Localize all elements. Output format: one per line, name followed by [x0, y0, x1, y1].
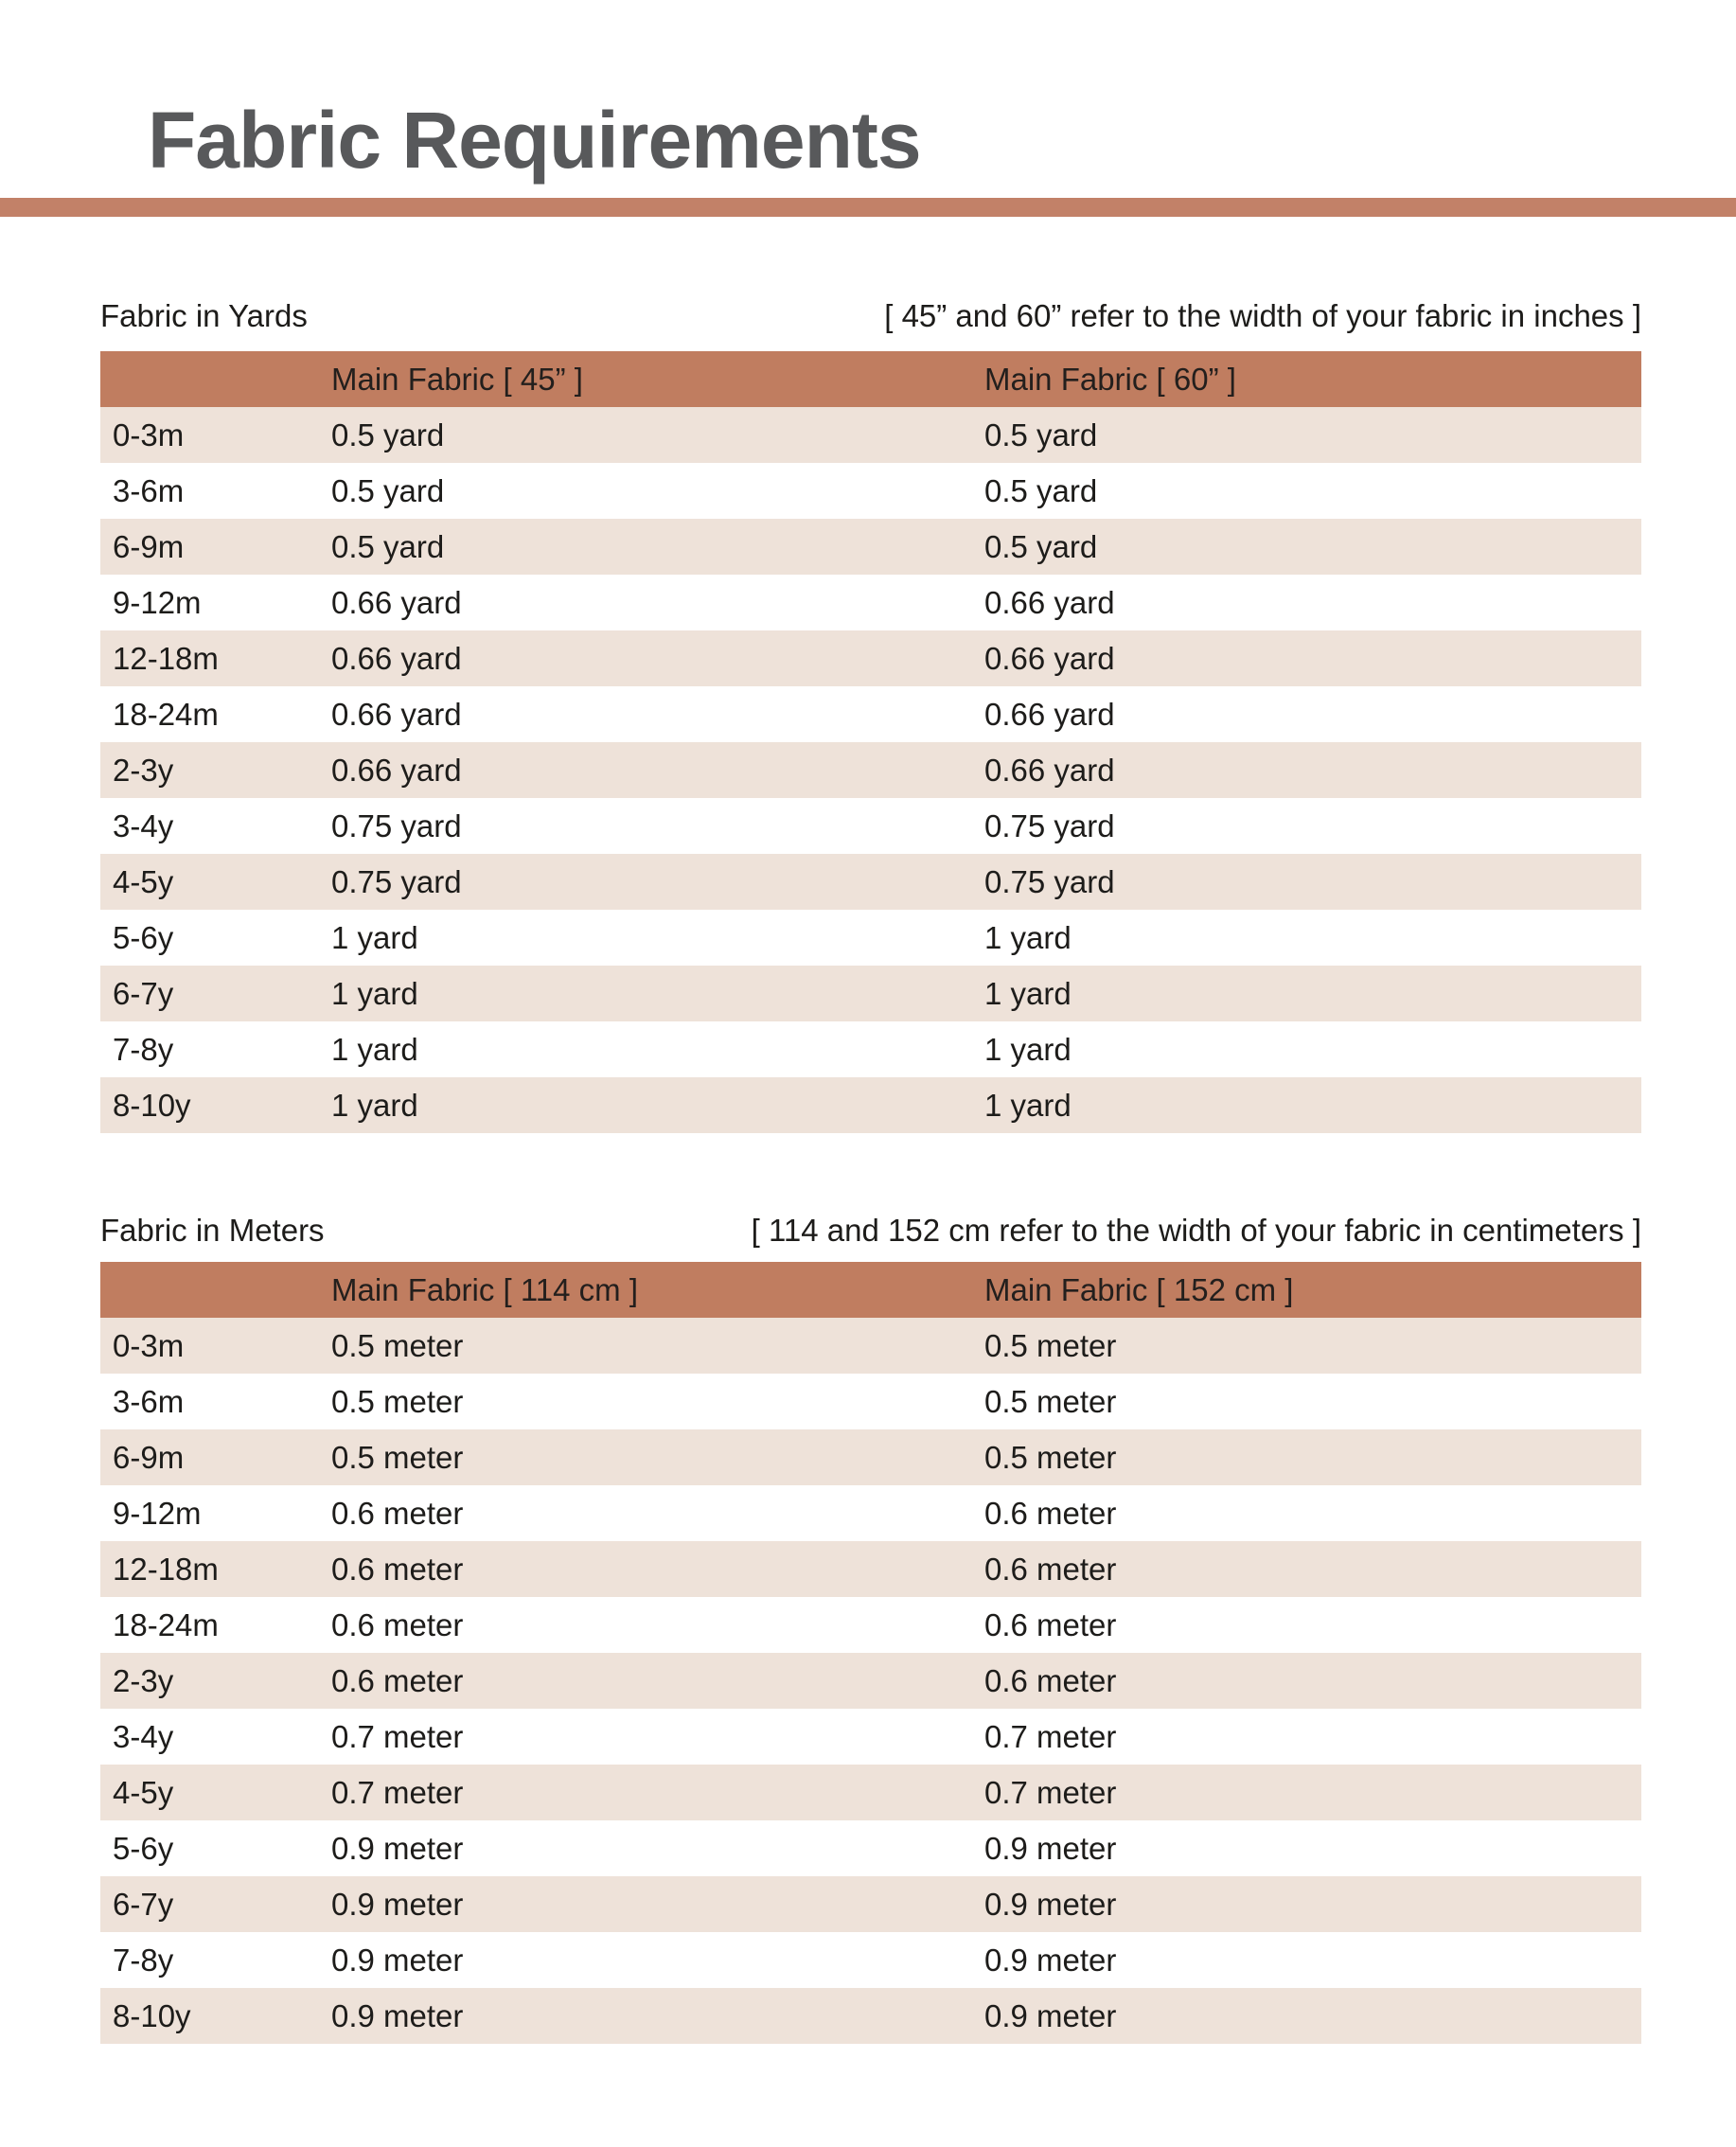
table-row: [100, 1709, 1641, 1765]
fabric-value-cell-2: 0.5 meter: [984, 1318, 1641, 1374]
table-row: [100, 1932, 1641, 1988]
size-cell: 3-6m: [113, 472, 185, 508]
size-cell: 5-6y: [113, 1830, 174, 1866]
size-cell: 2-3y: [100, 742, 331, 798]
fabric-value-cell-1: 0.75 yard: [331, 854, 984, 910]
table-row: [100, 854, 1641, 910]
fabric-value-cell-2: 0.5 yard: [984, 519, 1641, 575]
meters-table: [100, 1262, 1641, 2044]
fabric-value-cell-2: 1 yard: [984, 1031, 1072, 1067]
fabric-value-cell-1: 0.6 meter: [331, 1541, 984, 1597]
yards-table-body: [100, 407, 1641, 1133]
table-row: [100, 1021, 1641, 1077]
size-cell: 18-24m: [113, 696, 219, 732]
yards-header-row: [100, 351, 1641, 407]
table-row: [100, 966, 1641, 1021]
table-row: [100, 1485, 1641, 1541]
size-cell: 6-9m: [100, 519, 331, 575]
size-cell: 9-12m: [113, 1495, 202, 1531]
size-cell: 3-4y: [113, 1718, 174, 1754]
fabric-value-cell-2: 0.5 meter: [984, 1383, 1117, 1419]
fabric-value-cell-1: 1 yard: [331, 1031, 418, 1067]
size-cell: 8-10y: [100, 1077, 331, 1133]
fabric-value-cell-1: 0.66 yard: [331, 696, 462, 732]
fabric-value-cell-1: 0.9 meter: [331, 1942, 464, 1978]
fabric-value-cell-2: 0.6 meter: [984, 1541, 1641, 1597]
table-row: [100, 1988, 1641, 2044]
fabric-value-cell-1: 0.9 meter: [331, 1876, 984, 1932]
table-row: [100, 742, 1641, 798]
table-row: [100, 1597, 1641, 1653]
size-cell: 5-6y: [113, 919, 174, 955]
table-row: [100, 519, 1641, 575]
fabric-value-cell-2: 0.66 yard: [984, 630, 1641, 686]
fabric-value-cell-2: 0.5 yard: [984, 472, 1098, 508]
size-cell: 12-18m: [100, 630, 331, 686]
fabric-value-cell-2: 0.75 yard: [984, 854, 1641, 910]
table-row: [100, 1876, 1641, 1932]
size-cell: 0-3m: [100, 407, 331, 463]
size-cell: 3-6m: [113, 1383, 185, 1419]
fabric-value-cell-1: 0.6 meter: [331, 1495, 464, 1531]
title-accent-bar: [0, 198, 1736, 217]
yards-caption: Fabric in Yards: [100, 298, 308, 333]
size-cell: 3-4y: [113, 807, 174, 843]
fabric-value-cell-2: 1 yard: [984, 966, 1641, 1021]
fabric-value-cell-1: 0.75 yard: [331, 807, 462, 843]
fabric-value-cell-2: 0.66 yard: [984, 742, 1641, 798]
size-cell: 4-5y: [100, 1765, 331, 1820]
table-row: [100, 1077, 1641, 1133]
table-row: [100, 1765, 1641, 1820]
meters-width-note: [ 114 and 152 cm refer to the width of your fabric in centimeters ]: [751, 1213, 1641, 1248]
fabric-value-cell-2: 0.9 meter: [984, 1830, 1117, 1866]
meters-114-column-header: Main Fabric [ 114 cm ]: [331, 1262, 984, 1318]
size-cell: 4-5y: [100, 854, 331, 910]
size-cell: 0-3m: [100, 1318, 331, 1374]
size-cell: 6-7y: [100, 1876, 331, 1932]
size-cell: 6-7y: [100, 966, 331, 1021]
yards-60-column-header: Main Fabric [ 60” ]: [984, 351, 1641, 407]
meters-table-body: [100, 1318, 1641, 2044]
table-row: [100, 630, 1641, 686]
meters-caption-row: [100, 1212, 1641, 1250]
size-cell: 6-9m: [100, 1429, 331, 1485]
table-row: [100, 1374, 1641, 1429]
size-column-header: [100, 1262, 331, 1318]
fabric-value-cell-2: 0.9 meter: [984, 1988, 1641, 2044]
fabric-value-cell-2: 0.5 meter: [984, 1429, 1641, 1485]
fabric-value-cell-2: 0.5 yard: [984, 407, 1641, 463]
table-row: [100, 575, 1641, 630]
meters-152-column-header: Main Fabric [ 152 cm ]: [984, 1262, 1641, 1318]
fabric-value-cell-2: 0.6 meter: [984, 1606, 1117, 1642]
size-cell: 7-8y: [113, 1942, 174, 1978]
fabric-value-cell-2: 0.9 meter: [984, 1876, 1641, 1932]
table-row: [100, 798, 1641, 854]
fabric-value-cell-1: 0.66 yard: [331, 742, 984, 798]
fabric-value-cell-2: 0.7 meter: [984, 1718, 1117, 1754]
table-row: [100, 910, 1641, 966]
size-cell: 2-3y: [100, 1653, 331, 1709]
fabric-value-cell-1: 0.5 meter: [331, 1383, 464, 1419]
fabric-value-cell-2: 0.66 yard: [984, 696, 1115, 732]
size-cell: 12-18m: [100, 1541, 331, 1597]
fabric-value-cell-1: 0.5 yard: [331, 407, 984, 463]
fabric-value-cell-2: 0.6 meter: [984, 1653, 1641, 1709]
fabric-value-cell-1: 0.7 meter: [331, 1718, 464, 1754]
fabric-value-cell-2: 1 yard: [984, 919, 1072, 955]
fabric-value-cell-1: 1 yard: [331, 1077, 984, 1133]
meters-header-row: [100, 1262, 1641, 1318]
fabric-value-cell-2: 1 yard: [984, 1077, 1641, 1133]
page-title: Fabric Requirements: [148, 96, 921, 185]
fabric-value-cell-1: 0.66 yard: [331, 584, 462, 620]
fabric-value-cell-2: 0.6 meter: [984, 1495, 1117, 1531]
table-row: [100, 463, 1641, 519]
table-row: [100, 686, 1641, 742]
table-row: [100, 1653, 1641, 1709]
size-cell: 7-8y: [113, 1031, 174, 1067]
fabric-value-cell-1: 0.66 yard: [331, 630, 984, 686]
table-row: [100, 1429, 1641, 1485]
yards-table: [100, 351, 1641, 1133]
table-row: [100, 407, 1641, 463]
yards-45-column-header: Main Fabric [ 45” ]: [331, 351, 984, 407]
size-cell: 8-10y: [100, 1988, 331, 2044]
table-row: [100, 1820, 1641, 1876]
yards-caption-row: [100, 297, 1641, 335]
fabric-value-cell-2: 0.9 meter: [984, 1942, 1117, 1978]
size-cell: 18-24m: [113, 1606, 219, 1642]
fabric-value-cell-1: 0.5 yard: [331, 519, 984, 575]
table-row: [100, 1318, 1641, 1374]
fabric-value-cell-2: 0.7 meter: [984, 1765, 1641, 1820]
fabric-value-cell-1: 1 yard: [331, 919, 418, 955]
fabric-value-cell-1: 0.7 meter: [331, 1765, 984, 1820]
fabric-value-cell-1: 0.9 meter: [331, 1830, 464, 1866]
fabric-value-cell-2: 0.75 yard: [984, 807, 1115, 843]
size-column-header: [100, 351, 331, 407]
fabric-value-cell-1: 0.9 meter: [331, 1988, 984, 2044]
fabric-value-cell-1: 0.5 meter: [331, 1318, 984, 1374]
fabric-value-cell-1: 0.6 meter: [331, 1606, 464, 1642]
fabric-value-cell-2: 0.66 yard: [984, 584, 1115, 620]
meters-caption: Fabric in Meters: [100, 1213, 325, 1248]
yards-width-note: [ 45” and 60” refer to the width of your fabric in inches ]: [884, 298, 1641, 333]
fabric-value-cell-1: 0.5 yard: [331, 472, 445, 508]
fabric-value-cell-1: 0.5 meter: [331, 1429, 984, 1485]
table-row: [100, 1541, 1641, 1597]
fabric-value-cell-1: 1 yard: [331, 966, 984, 1021]
fabric-value-cell-1: 0.6 meter: [331, 1653, 984, 1709]
size-cell: 9-12m: [113, 584, 202, 620]
